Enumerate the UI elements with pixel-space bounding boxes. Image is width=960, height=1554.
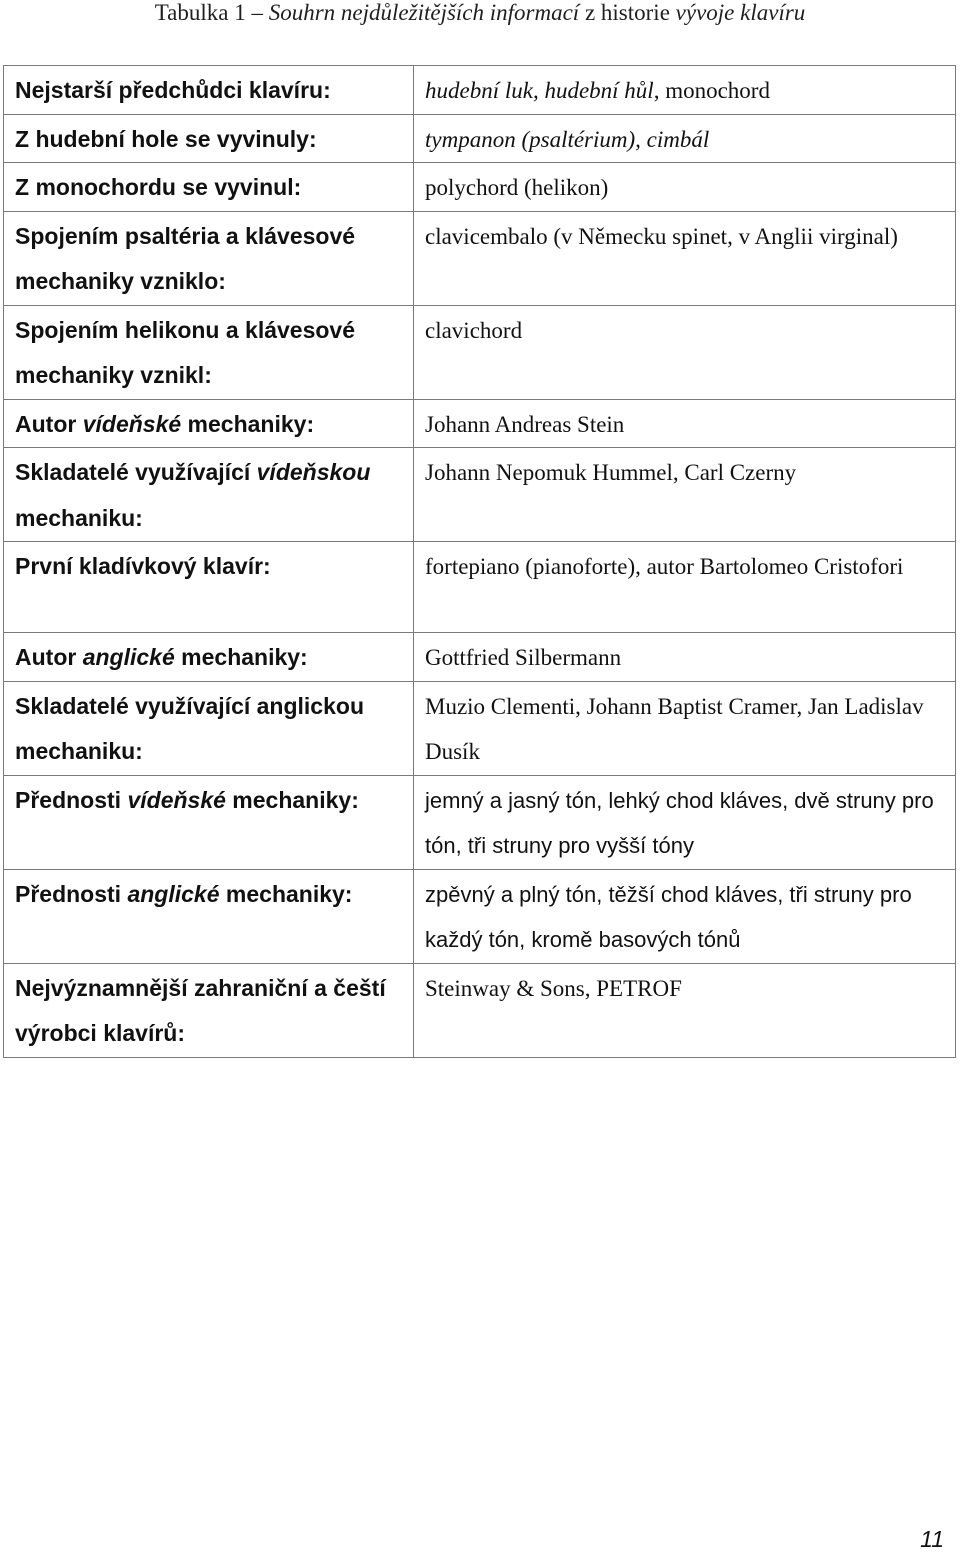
row-label-italic: vídeňské xyxy=(127,786,226,813)
row-value xyxy=(414,66,956,115)
table-row xyxy=(4,775,956,869)
row-label: Z monochordu se vyvinul: xyxy=(4,163,414,212)
row-label: Nejstarší předchůdci klavíru: xyxy=(4,66,414,115)
table-row xyxy=(4,633,956,682)
table-row xyxy=(4,163,956,212)
row-label-pre: Skladatelé využívající xyxy=(15,459,257,485)
row-label-pre: Přednosti xyxy=(15,786,128,813)
caption-title-plain: z historie xyxy=(579,0,676,25)
row-value: fortepiano (pianoforte), autor Bartolomeo Cristofori xyxy=(414,542,956,633)
caption-title-italic-end: vývoje klavíru xyxy=(675,0,806,25)
row-label xyxy=(4,448,414,542)
row-label-italic: anglické xyxy=(127,880,220,907)
row-label-italic: vídeňskou xyxy=(256,459,371,485)
row-label xyxy=(4,869,414,963)
row-value: clavichord xyxy=(414,305,956,399)
row-value xyxy=(414,114,956,163)
row-value-italic: tympanon (psaltérium), cimbál xyxy=(425,126,710,152)
row-label: Spojením psaltéria a klávesové mechaniky vzniklo: xyxy=(4,211,414,305)
table-row xyxy=(4,869,956,963)
row-label-italic: vídeňské xyxy=(82,410,182,437)
row-label: Z hudební hole se vyvinuly: xyxy=(4,114,414,163)
table-row xyxy=(4,399,956,448)
table-row xyxy=(4,542,956,633)
table-row xyxy=(4,114,956,163)
row-label-post: mechaniku: xyxy=(15,504,143,531)
row-label-pre: Autor xyxy=(15,410,83,437)
caption-prefix: Tabulka 1 xyxy=(154,0,246,25)
caption-title-italic: Souhrn nejdůležitějších informací xyxy=(268,0,580,25)
row-label-post: mechaniky: xyxy=(219,880,353,907)
row-value: jemný a jasný tón, lehký chod kláves, dvě struny pro tón, tři struny pro vyšší tóny xyxy=(414,775,956,869)
row-value: Johann Andreas Stein xyxy=(414,399,956,448)
table-caption xyxy=(0,0,960,28)
row-label-post: mechaniky: xyxy=(225,786,359,813)
caption-dash: – xyxy=(245,0,269,25)
row-label-pre: Autor xyxy=(15,644,83,670)
row-label-post: mechaniky: xyxy=(174,644,308,670)
row-label: Skladatelé využívající anglickou mechaniku: xyxy=(4,681,414,775)
row-label-italic: anglické xyxy=(82,644,175,670)
row-value: zpěvný a plný tón, těžší chod kláves, tři struny pro každý tón, kromě basových tónů xyxy=(414,869,956,963)
row-value-italic: hudební luk, hudební hůl xyxy=(425,78,654,103)
table-row xyxy=(4,448,956,542)
row-value: Muzio Clementi, Johann Baptist Cramer, Jan Ladislav Dusík xyxy=(414,681,956,775)
table-row xyxy=(4,963,956,1057)
row-label xyxy=(4,633,414,682)
row-value: clavicembalo (v Německu spinet, v Anglii virginal) xyxy=(414,211,956,305)
row-label xyxy=(4,399,414,448)
row-value: Gottfried Silbermann xyxy=(414,633,956,682)
row-label xyxy=(4,775,414,869)
page-number: 11 xyxy=(920,1526,944,1552)
row-label: Spojením helikonu a klávesové mechaniky vznikl: xyxy=(4,305,414,399)
row-label-pre: Přednosti xyxy=(15,880,128,907)
row-value-rest: , monochord xyxy=(653,78,770,103)
piano-history-table xyxy=(3,65,956,1058)
row-label: První kladívkový klavír: xyxy=(4,542,414,633)
row-value: Johann Nepomuk Hummel, Carl Czerny xyxy=(414,448,956,542)
table-row xyxy=(4,66,956,115)
row-label: Nejvýznamnější zahraniční a čeští výrobci klavírů: xyxy=(4,963,414,1057)
table-row xyxy=(4,211,956,305)
row-label-post: mechaniky: xyxy=(181,410,315,437)
row-value: polychord (helikon) xyxy=(414,163,956,212)
table-row xyxy=(4,305,956,399)
table-row xyxy=(4,681,956,775)
row-value: Steinway & Sons, PETROF xyxy=(414,963,956,1057)
